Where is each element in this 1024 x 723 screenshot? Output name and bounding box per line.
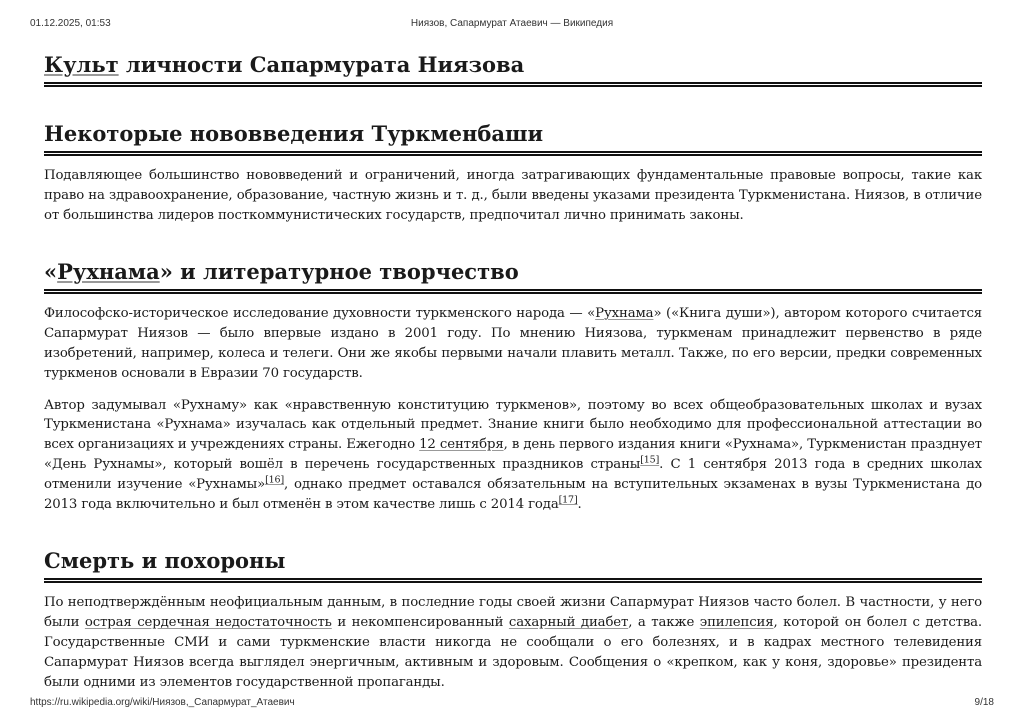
paragraph-innovations: Подавляющее большинство нововведений и ограничений, иногда затрагивающих фундаментальные правовые вопросы, такие как право на здравоохранение, образование, частную жизнь и т. д., были введены указами президента Туркменистана. Ниязов, в отличие от большинства лидеров посткоммунистических государств, предпочитал лично принимать законы. xyxy=(44,168,982,223)
heading-innovations: Некоторые нововведения Туркменбаши xyxy=(44,121,982,156)
heading-ruhnama xyxy=(44,259,982,294)
link-ruhnama-heading[interactable]: Рухнама xyxy=(57,259,160,285)
print-page-title: Ниязов, Сапармурат Атаевич — Википедия xyxy=(410,18,614,29)
text-run: Автор задумывал «Рухнаму» как «нравственную конституцию туркменов», поэтому во всех общеобразовательных школах и вузах Туркменистана «Рухнама» изучалась как отдельный предмет. Знание книги было необходимо для профессиональной аттестации во всех организациях и учреждениях страны. Ежегодно xyxy=(44,397,982,453)
link-cult[interactable]: Культ xyxy=(44,52,119,77)
print-url: https://ru.wikipedia.org/wiki/Ниязов,_Сапармурат_Атаевич xyxy=(30,697,295,708)
reference-17[interactable] xyxy=(559,494,578,505)
text-run: . xyxy=(577,496,582,512)
heading-ruhnama-quote-open: « xyxy=(44,259,58,285)
print-footer xyxy=(30,697,994,711)
heading-cult xyxy=(44,52,982,87)
link-12-september[interactable]: 12 сентября xyxy=(419,437,504,453)
heading-death: Смерть и похороны xyxy=(44,548,982,583)
text-run: и некомпенсированный xyxy=(331,615,509,631)
reference-16[interactable] xyxy=(265,474,284,485)
page-counter: 9/18 xyxy=(974,697,994,708)
text-run: , а также xyxy=(628,615,700,631)
heading-ruhnama-rest: » и литературное творчество xyxy=(159,259,519,285)
text-run: . С 1 сентября 2013 года в средних школах отменили изучение «Рухнамы» xyxy=(44,456,982,492)
paragraph-ruhnama-2 xyxy=(44,396,982,515)
paragraph-ruhnama-1 xyxy=(44,304,982,383)
article-content xyxy=(44,52,982,692)
link-epilepsy[interactable]: эпилепсия xyxy=(699,615,774,631)
reference-17-link[interactable]: [17] xyxy=(558,494,578,506)
text-run: По неподтверждённым неофициальным данным, в последние годы своей жизни Сапармурат Ниязов часто болел. В частности, у него были xyxy=(44,595,982,631)
link-diabetes[interactable]: сахарный диабет xyxy=(508,615,629,631)
text-run: , однако предмет оставался обязательным на вступительных экзаменах в вузы Туркменистана до 2013 года включительно и был отменён в этом качестве лишь с 2014 года xyxy=(44,476,982,512)
link-heart-failure[interactable]: острая сердечная недостаточность xyxy=(84,615,332,631)
reference-15-link[interactable]: [15] xyxy=(640,454,660,466)
reference-16-link[interactable]: [16] xyxy=(265,474,285,486)
reference-15[interactable] xyxy=(640,455,659,466)
paragraph-death xyxy=(44,593,982,692)
text-run: , которой он болел с детства. Государственные СМИ и сами туркменские власти никогда не сообщали о его болезнях, и в кадрах местного телевидения Сапармурат Ниязов всегда выглядел энергичным, активным и здоровым. Сообщения о «крепком, как у коня, здоровье» президента были одними из элементов государственной пропаганды. xyxy=(44,615,983,690)
link-ruhnama[interactable]: Рухнама xyxy=(595,306,654,322)
text-run: Философско-историческое исследование духовности туркменского народа — « xyxy=(44,306,596,322)
print-header xyxy=(30,18,994,32)
text-run: » («Книга души»), автором которого считается Сапармурат Ниязов — было впервые издано в 2001 году. По мнению Ниязова, туркменам принадлежит первенство в ряде изобретений, например, колеса и телеги. Они же якобы первыми начали плавить металл. Также, по его версии, предки современных туркменов основали в Евразии 70 государств. xyxy=(44,306,982,381)
print-date: 01.12.2025, 01:53 xyxy=(30,18,111,29)
text-run: , в день первого издания книги «Рухнама», Туркменистан празднует «День Рухнамы», который вошёл в перечень государственных праздников страны xyxy=(44,437,983,472)
heading-cult-rest: личности Сапармурата Ниязова xyxy=(118,52,525,77)
